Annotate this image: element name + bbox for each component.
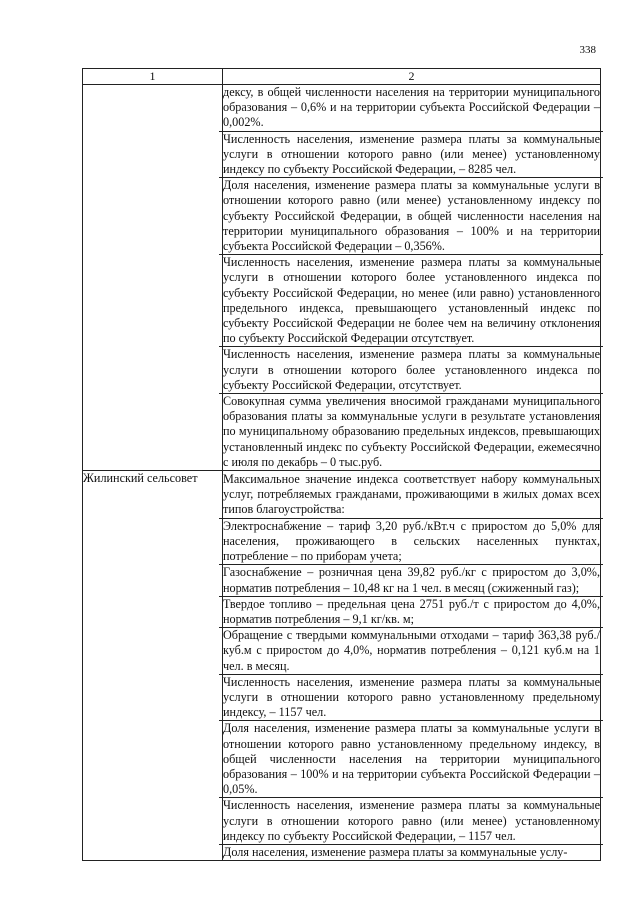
page-number: 338	[579, 44, 596, 56]
paragraph: дексу, в общей численности населения на территории муниципального образования – 0,6% и на территории субъекта Российской Федерации – 0,002%.	[219, 85, 603, 132]
paragraph: Электроснабжение – тариф 3,20 руб./кВт.ч с приростом до 5,0% для населения, проживающего в сельских населенных пунктах, потребление – по приборам учета;	[219, 519, 603, 566]
paragraph: Численность населения, изменение размера платы за коммунальные услуги в отношении которого равно (или менее) установленному индексу по субъекту Российской Федерации, – 8285 чел.	[219, 132, 603, 179]
paragraph: Численность населения, изменение размера платы за коммунальные услуги в отношении которого равно (или менее) установленному индексу по субъекту Российской Федерации, – 1157 чел.	[219, 798, 603, 845]
description-cell	[223, 85, 601, 471]
municipality-cell	[83, 85, 223, 471]
description-cell	[223, 471, 601, 861]
table-row	[83, 471, 601, 861]
column-header-2: 2	[223, 69, 601, 85]
paragraph: Совокупная сумма увеличения вносимой гражданами муниципального образования платы за коммунальные услуги в результате установления по муниципальному образованию предельных индексов, превышающих установленный индекс по субъекту Российской Федерации, ежемесячно с июля по декабрь – 0 тыс.руб.	[223, 394, 600, 469]
column-header-1: 1	[83, 69, 223, 85]
paragraph: Твердое топливо – предельная цена 2751 руб./т с приростом до 4,0%, норматив потребления – 9,1 кг/кв. м;	[219, 597, 603, 628]
municipality-cell: Жилинский сельсовет	[83, 471, 223, 861]
paragraph: Максимальное значение индекса соответствует набору коммунальных услуг, потребляемых гражданами, проживающими в жилых домах всех типов благоустройства:	[219, 471, 603, 519]
paragraph: Численность населения, изменение размера платы за коммунальные услуги в отношении которого более установленного индекса по субъекту Российской Федерации, но менее (или равно) установленного предельного индекса, превышающего установленный индекс по субъекту Российской Федерации не более чем на величину отклонения по субъекту Российской Федерации отсутствует.	[219, 255, 603, 347]
paragraph: Доля населения, изменение размера платы за коммунальные услу-	[223, 844, 568, 859]
paragraph: Численность населения, изменение размера платы за коммунальные услуги в отношении которого более установленного индекса по субъекту Российской Федерации, отсутствует.	[219, 347, 603, 394]
paragraph: Численность населения, изменение размера платы за коммунальные услуги в отношении которого равно установленному предельному индексу, – 1157 чел.	[219, 675, 603, 722]
paragraph: Обращение с твердыми коммунальными отходами – тариф 363,38 руб./куб.м с приростом до 4,0%, норматив потребления – 0,121 куб.м на 1 чел. в месяц.	[219, 628, 603, 675]
paragraph: Газоснабжение – розничная цена 39,82 руб./кг с приростом до 3,0%, норматив потребления – 10,48 кг на 1 чел. в месяц (сжиженный газ);	[219, 565, 603, 596]
document-table	[82, 68, 601, 861]
table-row	[83, 85, 601, 471]
paragraph: Доля населения, изменение размера платы за коммунальные услуги в отношении которого равно установленному предельному индексу, в общей численности населения на территории муниципального образования – 100% и на территории субъекта Российской Федерации – 0,05%.	[219, 721, 603, 798]
paragraph: Доля населения, изменение размера платы за коммунальные услуги в отношении которого равно (или менее) установленному индексу по субъекту Российской Федерации, в общей численности населения на территории муниципального образования – 100% и на территории субъекта Российской Федерации – 0,356%.	[219, 178, 603, 255]
table-header-row	[83, 69, 601, 85]
